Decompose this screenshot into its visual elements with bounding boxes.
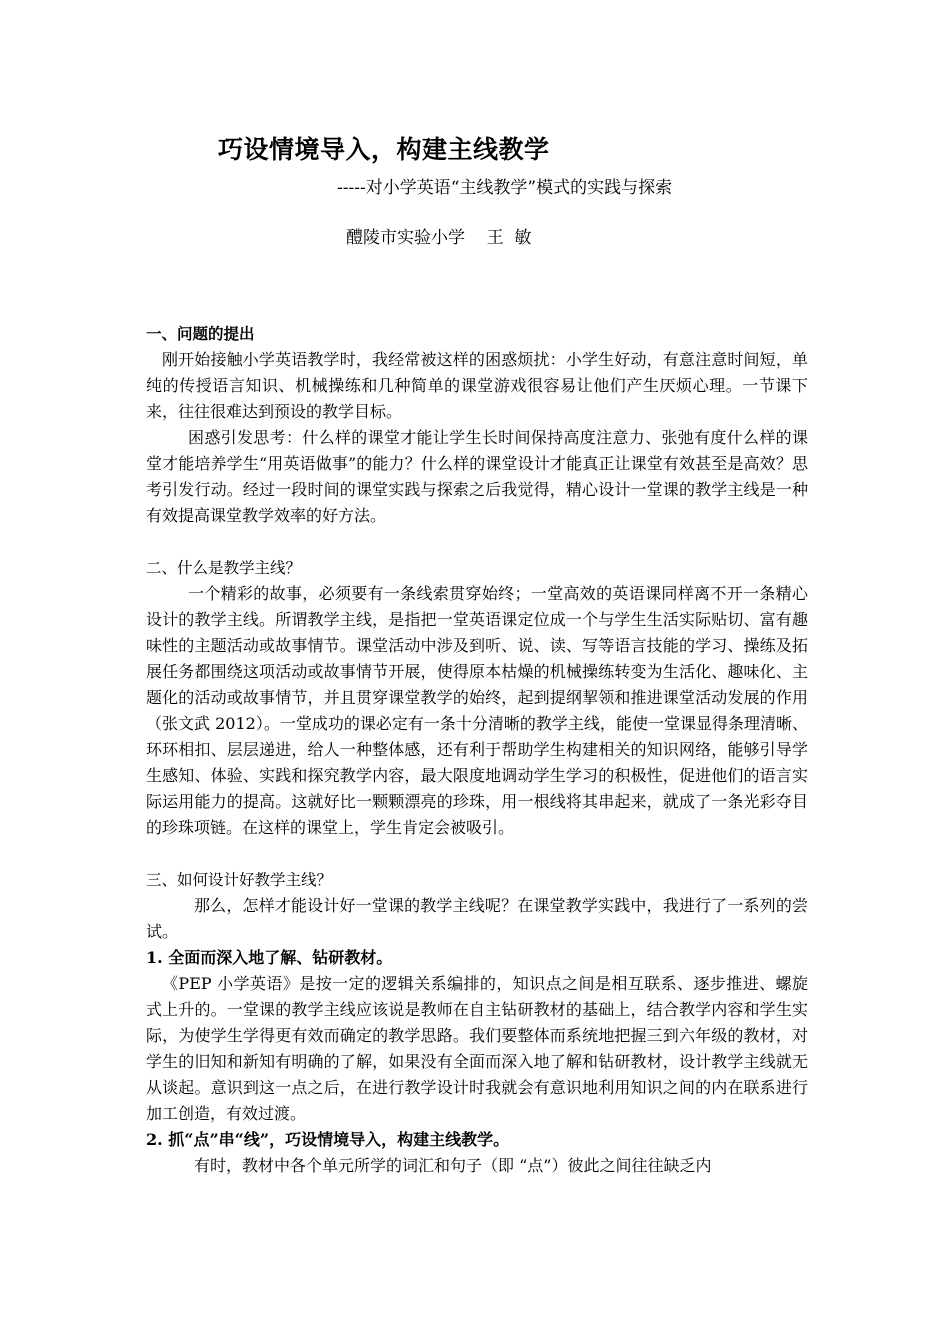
- subsection-heading-study-materials: 1. 全面而深入地了解、钻研教材。: [146, 948, 393, 967]
- paragraph: 一个精彩的故事，必须要有一条线索贯穿始终；一堂高效的英语课同样离不开一条精心设计的教学主线。所谓教学主线，是指把一堂英语课定位成一个与学生生活实际贴切、富有趣味性的主题活动或故事情节。课堂活动中涉及到听、说、读、写等语言技能的学习、操练及拓展任务都围绕这项活动或故事情节开展，使得原本枯燥的机械操练转变为生活化、趣味化、主题化的活动或故事情节，并且贯穿课堂教学的始终，起到提纲挈领和推进课堂活动发展的作用（张文武 2012）。一堂成功的课必定有一条十分清晰的教学主线，能使一堂课显得条理清晰、环环相扣、层层递进，给人一种整体感，还有利于帮助学生构建相关的知识网络，能够引导学生感知、体验、实践和探究教学内容，最大限度地调动学生学习的积极性，促进他们的语言实际运用能力的提高。这就好比一颗颗漂亮的珍珠，用一根线将其串起来，就成了一条光彩夺目的珍珠项链。在这样的课堂上，学生肯定会被吸引。: [146, 584, 808, 837]
- section-heading-design: 三、如何设计好教学主线？: [146, 871, 333, 889]
- paragraph: 困惑引发思考：什么样的课堂才能让学生长时间保持高度注意力、张弛有度什么样的课堂才能培养学生“用英语做事”的能力？什么样的课堂设计才能真正让课堂有效甚至是高效？思考引发行动。经过一段时间的课堂实践与探索之后我觉得，精心设计一堂课的教学主线是一种有效提高课堂教学效率的好方法。: [146, 428, 808, 525]
- paragraph: 刚开始接触小学英语教学时，我经常被这样的困惑烦扰：小学生好动，有意注意时间短，单纯的传授语言知识、机械操练和几种简单的课堂游戏很容易让他们产生厌烦心理。一节课下来，往往很难达到预设的教学目标。: [146, 350, 808, 421]
- document-title: 巧设情境导入，构建主线教学: [218, 135, 550, 164]
- paragraph-gap: [146, 529, 808, 555]
- paragraph: 《PEP 小学英语》是按一定的逻辑关系编排的，知识点之间是相互联系、逐步推进、螺旋式上升的。一堂课的教学主线应该说是教师在自主钻研教材的基础上，结合教学内容和学生实际，为使学生学得更有效而确定的教学思路。我们要整体而系统地把握三到六年级的教材，对学生的旧知和新知有明确的了解，如果没有全面而深入地了解和钻研教材，设计教学主线就无从谈起。意识到这一点之后，在进行教学设计时我就会有意识地利用知识之间的内在联系进行加工创造，有效过渡。: [146, 974, 808, 1123]
- document-body: [146, 321, 808, 1179]
- document-author: 醴陵市实验小学 王 敏: [346, 228, 532, 248]
- section-heading-problem: 一、问题的提出: [146, 325, 255, 343]
- subsection-heading-points-lines: 2. 抓“点”串“线”，巧设情境导入，构建主线教学。: [146, 1130, 510, 1149]
- paragraph: 有时，教材中各个单元所学的词汇和句子（即 “点”）彼此之间往往缺乏内: [194, 1156, 712, 1175]
- document-subtitle: -----对小学英语“主线教学”模式的实践与探索: [337, 178, 673, 198]
- paragraph-gap: [146, 841, 808, 867]
- section-heading-definition: 二、什么是教学主线？: [146, 559, 302, 577]
- paragraph: 那么，怎样才能设计好一堂课的教学主线呢？在课堂教学实践中，我进行了一系列的尝试。: [146, 896, 808, 941]
